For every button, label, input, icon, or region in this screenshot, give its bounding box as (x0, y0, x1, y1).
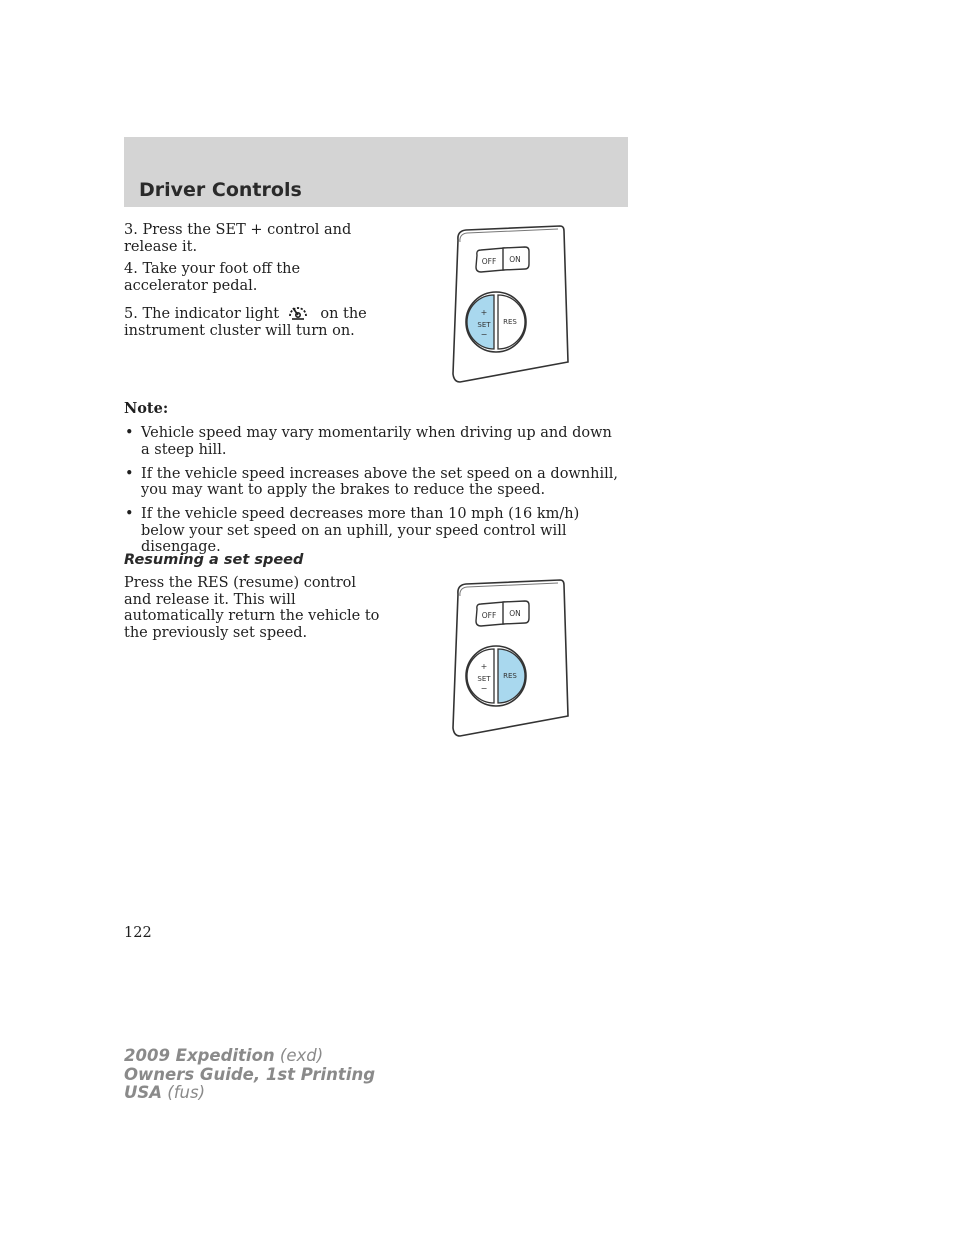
step-5-text-start: 5. The indicator light (124, 306, 280, 322)
on-button[interactable] (503, 601, 529, 624)
note-item (124, 506, 624, 556)
footer-line-1 (124, 1047, 375, 1066)
resume-heading: Resuming a set speed (124, 552, 304, 568)
footer-market-code: (fus) (162, 1083, 206, 1102)
speed-control-indicator-icon (286, 301, 310, 323)
step-5-text (124, 301, 386, 340)
off-button[interactable] (476, 602, 504, 626)
section-title: Driver Controls (139, 179, 302, 201)
off-label: OFF (481, 611, 497, 620)
note-list (124, 425, 624, 563)
footer-printing: Owners Guide, 1st Printing (124, 1064, 376, 1084)
speed-control-figure-set (440, 222, 580, 387)
off-label: OFF (481, 257, 497, 266)
speed-control-figure-res (440, 576, 580, 741)
on-label: ON (509, 609, 521, 618)
note-item-text: If the vehicle speed increases above the set speed on a downhill, you may want to apply the brakes to reduce the speed. (141, 465, 619, 498)
on-label: ON (509, 255, 521, 264)
bullet-symbol: • (125, 425, 134, 441)
step-5-text-end: on the instrument cluster will turn on. (124, 306, 367, 339)
footer-line-3 (124, 1084, 375, 1103)
set-plus-label: + (480, 308, 488, 317)
footer-model: 2009 Expedition (124, 1046, 275, 1065)
on-button[interactable] (503, 247, 529, 270)
set-minus-label: − (480, 684, 488, 693)
document-footer (124, 1047, 375, 1103)
header-band (124, 137, 628, 207)
set-label: SET (477, 321, 491, 329)
res-label: RES (503, 318, 517, 326)
step-4-text: 4. Take your foot off the accelerator pedal. (124, 261, 301, 294)
note-item-text: Vehicle speed may vary momentarily when driving up and down a steep hill. (141, 425, 612, 458)
set-plus-label: + (480, 662, 488, 671)
page-number: 122 (124, 925, 152, 941)
bullet-symbol: • (125, 506, 134, 522)
off-button[interactable] (476, 248, 504, 272)
step-3-text: 3. Press the SET + control and release it. (124, 222, 352, 255)
footer-model-code: (exd) (274, 1046, 324, 1065)
note-item (124, 466, 624, 499)
resume-text: Press the RES (resume) control and release it. This will automatically return the vehicle to the previously set speed. (124, 575, 380, 641)
set-label: SET (477, 675, 491, 683)
set-minus-label: − (480, 330, 488, 339)
note-item (124, 425, 624, 458)
footer-market: USA (124, 1083, 163, 1102)
footer-line-2 (124, 1066, 375, 1085)
res-label: RES (503, 672, 517, 680)
note-item-text: If the vehicle speed decreases more than 10 mph (16 km/h) below your set speed on an uphill, your speed control will disengage. (141, 506, 580, 555)
bullet-symbol: • (125, 465, 134, 482)
note-label: Note: (124, 400, 169, 417)
